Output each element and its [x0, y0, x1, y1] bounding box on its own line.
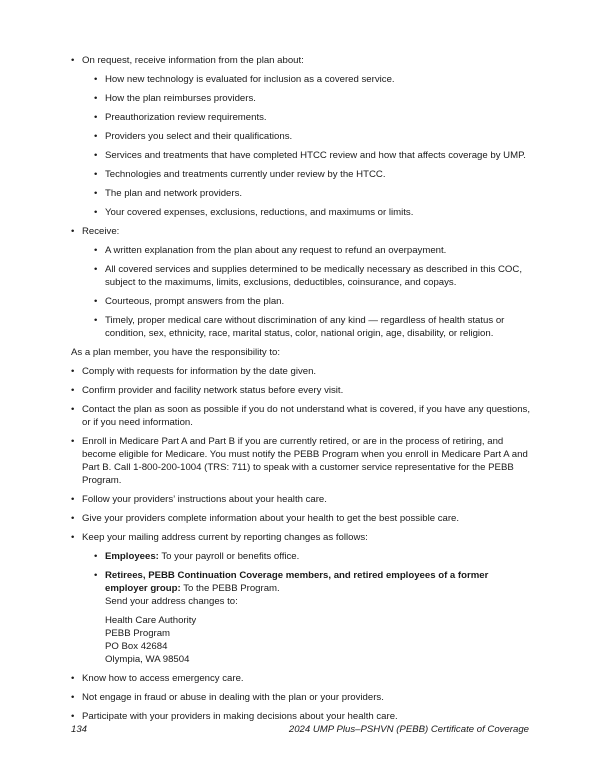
receive-sublist [94, 244, 533, 340]
retirees-text: To the PEBB Program. [180, 583, 280, 594]
employees-label: Employees: [105, 551, 159, 562]
employees-text: To your payroll or benefits office. [158, 551, 300, 562]
list-item [94, 550, 533, 563]
responsibilities-list [71, 365, 533, 723]
list-item: • Contact the plan as soon as possible if you do not understand what is covered, if you have any questions, or if you need information. [71, 403, 533, 429]
list-item: • Comply with requests for information by the date given. [71, 365, 533, 378]
list-item: • Your covered expenses, exclusions, reductions, and maximums or limits. [94, 206, 533, 219]
page-footer [71, 723, 529, 736]
send-to-text: Send your address changes to: [105, 596, 238, 607]
list-item: • Technologies and treatments currently under review by the HTCC. [94, 168, 533, 181]
mailing-address [105, 614, 533, 666]
list-item-text: Keep your mailing address current by reporting changes as follows: [82, 532, 368, 543]
document-body [71, 54, 533, 729]
list-item [71, 531, 533, 666]
responsibilities-intro: As a plan member, you have the responsibility to: [71, 347, 281, 358]
list-item: • A written explanation from the plan about any request to refund an overpayment. [94, 244, 533, 257]
list-item: • Courteous, prompt answers from the plan. [94, 295, 533, 308]
list-item: • Enroll in Medicare Part A and Part B if you are currently retired, or are in the process of retiring, and become eligible for Medicare. You must notify the PEBB Program when you enroll in Medicare Part A and Part B. Call 1-800-200-1004 (TRS: 711) to speak with a customer service representative for the PEBB Program. [71, 435, 533, 487]
list-item: • All covered services and supplies determined to be medically necessary as described in this COC, subject to the maximums, limits, exclusions, deductibles, coinsurance, and copays. [94, 263, 533, 289]
list-item: • The plan and network providers. [94, 187, 533, 200]
list-item [71, 225, 533, 340]
address-line: Olympia, WA 98504 [105, 654, 190, 665]
list-item: • How new technology is evaluated for inclusion as a covered service. [94, 73, 533, 86]
list-item: • Not engage in fraud or abuse in dealing with the plan or your providers. [71, 691, 533, 704]
list-item: • Follow your providers’ instructions about your health care. [71, 493, 533, 506]
address-line: PEBB Program [105, 628, 171, 639]
list-item-text: On request, receive information from the plan about: [82, 55, 304, 66]
list-item: • Participate with your providers in making decisions about your health care. [71, 710, 533, 723]
list-item [71, 54, 533, 219]
list-item: • Timely, proper medical care without discrimination of any kind — regardless of health status or condition, sex, ethnicity, race, marital status, color, national origin, age, disability, or religion. [94, 314, 533, 340]
list-item: • Know how to access emergency care. [71, 672, 533, 685]
address-line: Health Care Authority [105, 615, 197, 626]
list-item: • Give your providers complete information about your health to get the best possible care. [71, 512, 533, 525]
address-line: PO Box 42684 [105, 641, 168, 652]
on-request-sublist [94, 73, 533, 219]
list-item: • Preauthorization review requirements. [94, 111, 533, 124]
retirees-label: Retirees, PEBB Continuation Coverage members, and retired employees of a former employer group: [105, 570, 489, 594]
list-item: • Services and treatments that have completed HTCC review and how that affects coverage by UMP. [94, 149, 533, 162]
list-item-text: Receive: [82, 226, 120, 237]
address-change-sublist [94, 550, 533, 666]
list-item: • Providers you select and their qualifications. [94, 130, 533, 143]
document-title: 2024 UMP Plus–PSHVN (PEBB) Certificate of Coverage [288, 724, 529, 735]
page-number: 134 [71, 724, 88, 735]
rights-list [71, 54, 533, 340]
list-item [94, 569, 533, 666]
list-item: • Confirm provider and facility network status before every visit. [71, 384, 533, 397]
list-item: • How the plan reimburses providers. [94, 92, 533, 105]
